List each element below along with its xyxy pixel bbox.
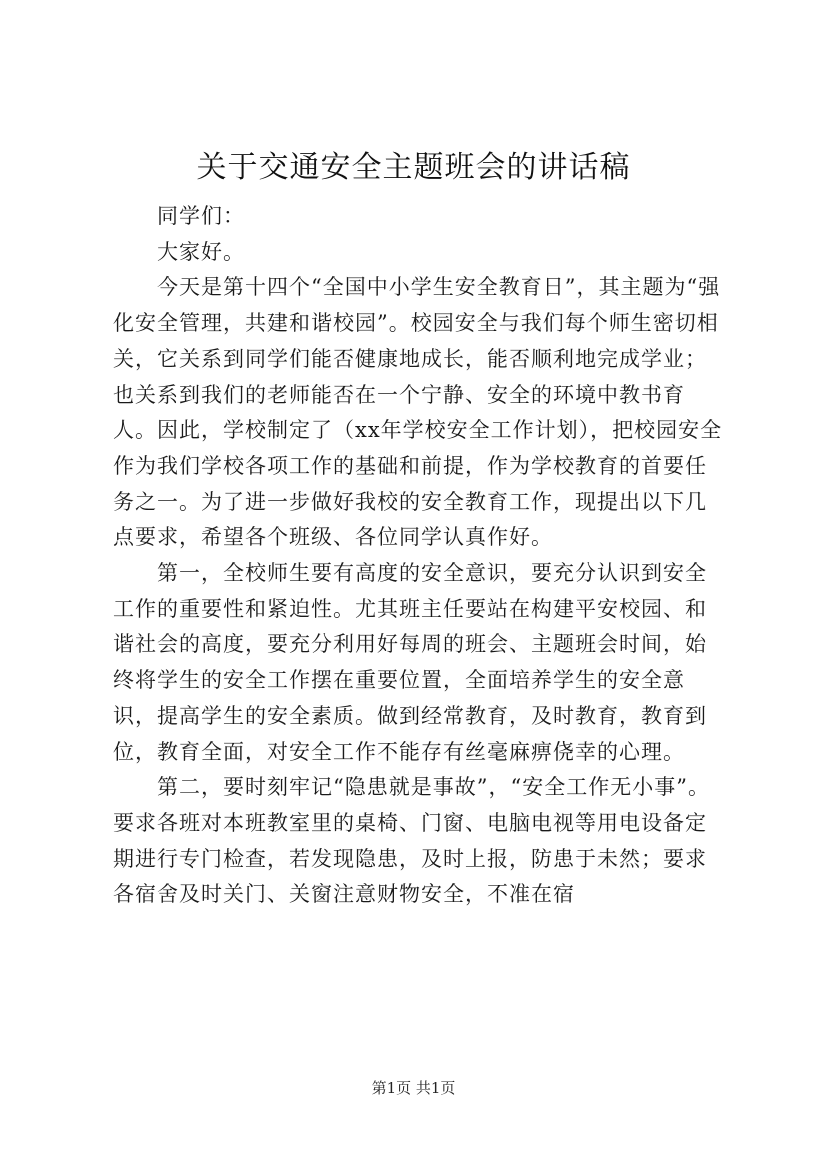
paragraph-second-point: 第二，要时刻牢记“隐患就是事故”，“安全工作无小事”。要求各班对本班教室里的桌椅、门窗、电脑电视等用电设备定期进行专门检查，若发现隐患，及时上报，防患于未然；要求各宿舍及时关门、关窗注意财物安全，不准在宿 [113,775,710,907]
paragraph-first-point: 第一，全校师生要有高度的安全意识，要充分认识到安全工作的重要性和紧迫性。尤其班主任要站在构建平安校园、和谐社会的高度，要充分利用好每周的班会、主题班会时间，始终将学生的安全工作摆在重要位置，全面培养学生的安全意识，提高学生的安全素质。做到经常教育，及时教育，教育到位，教育全面，对安全工作不能存有丝毫麻痹侥幸的心理。 [113,561,707,764]
salutation: 同学们： [157,204,245,228]
document-body [113,199,725,913]
page-number-footer: 第1页 共1页 [371,1079,456,1097]
document-title: 关于交通安全主题班会的讲话稿 [196,150,631,185]
greeting: 大家好。 [157,239,245,264]
paragraph-intro: 今天是第十四个“全国中小学生安全教育日”，其主题为“强化安全管理，共建和谐校园”。校园安全与我们每个师生密切相关，它关系到同学们能否健康地成长，能否顺利地完成学业；也关系到我们的老师能否在一个宁静、安全的环境中教书育人。因此，学校制定了（xx年学校安全工作计划），把校园安全作为我们学校各项工作的基础和前提，作为学校教育的首要任务之一。为了进一步做好我校的安全教育工作，现提出以下几点要求，希望各个班级、各位同学认真作好。 [113,275,723,550]
